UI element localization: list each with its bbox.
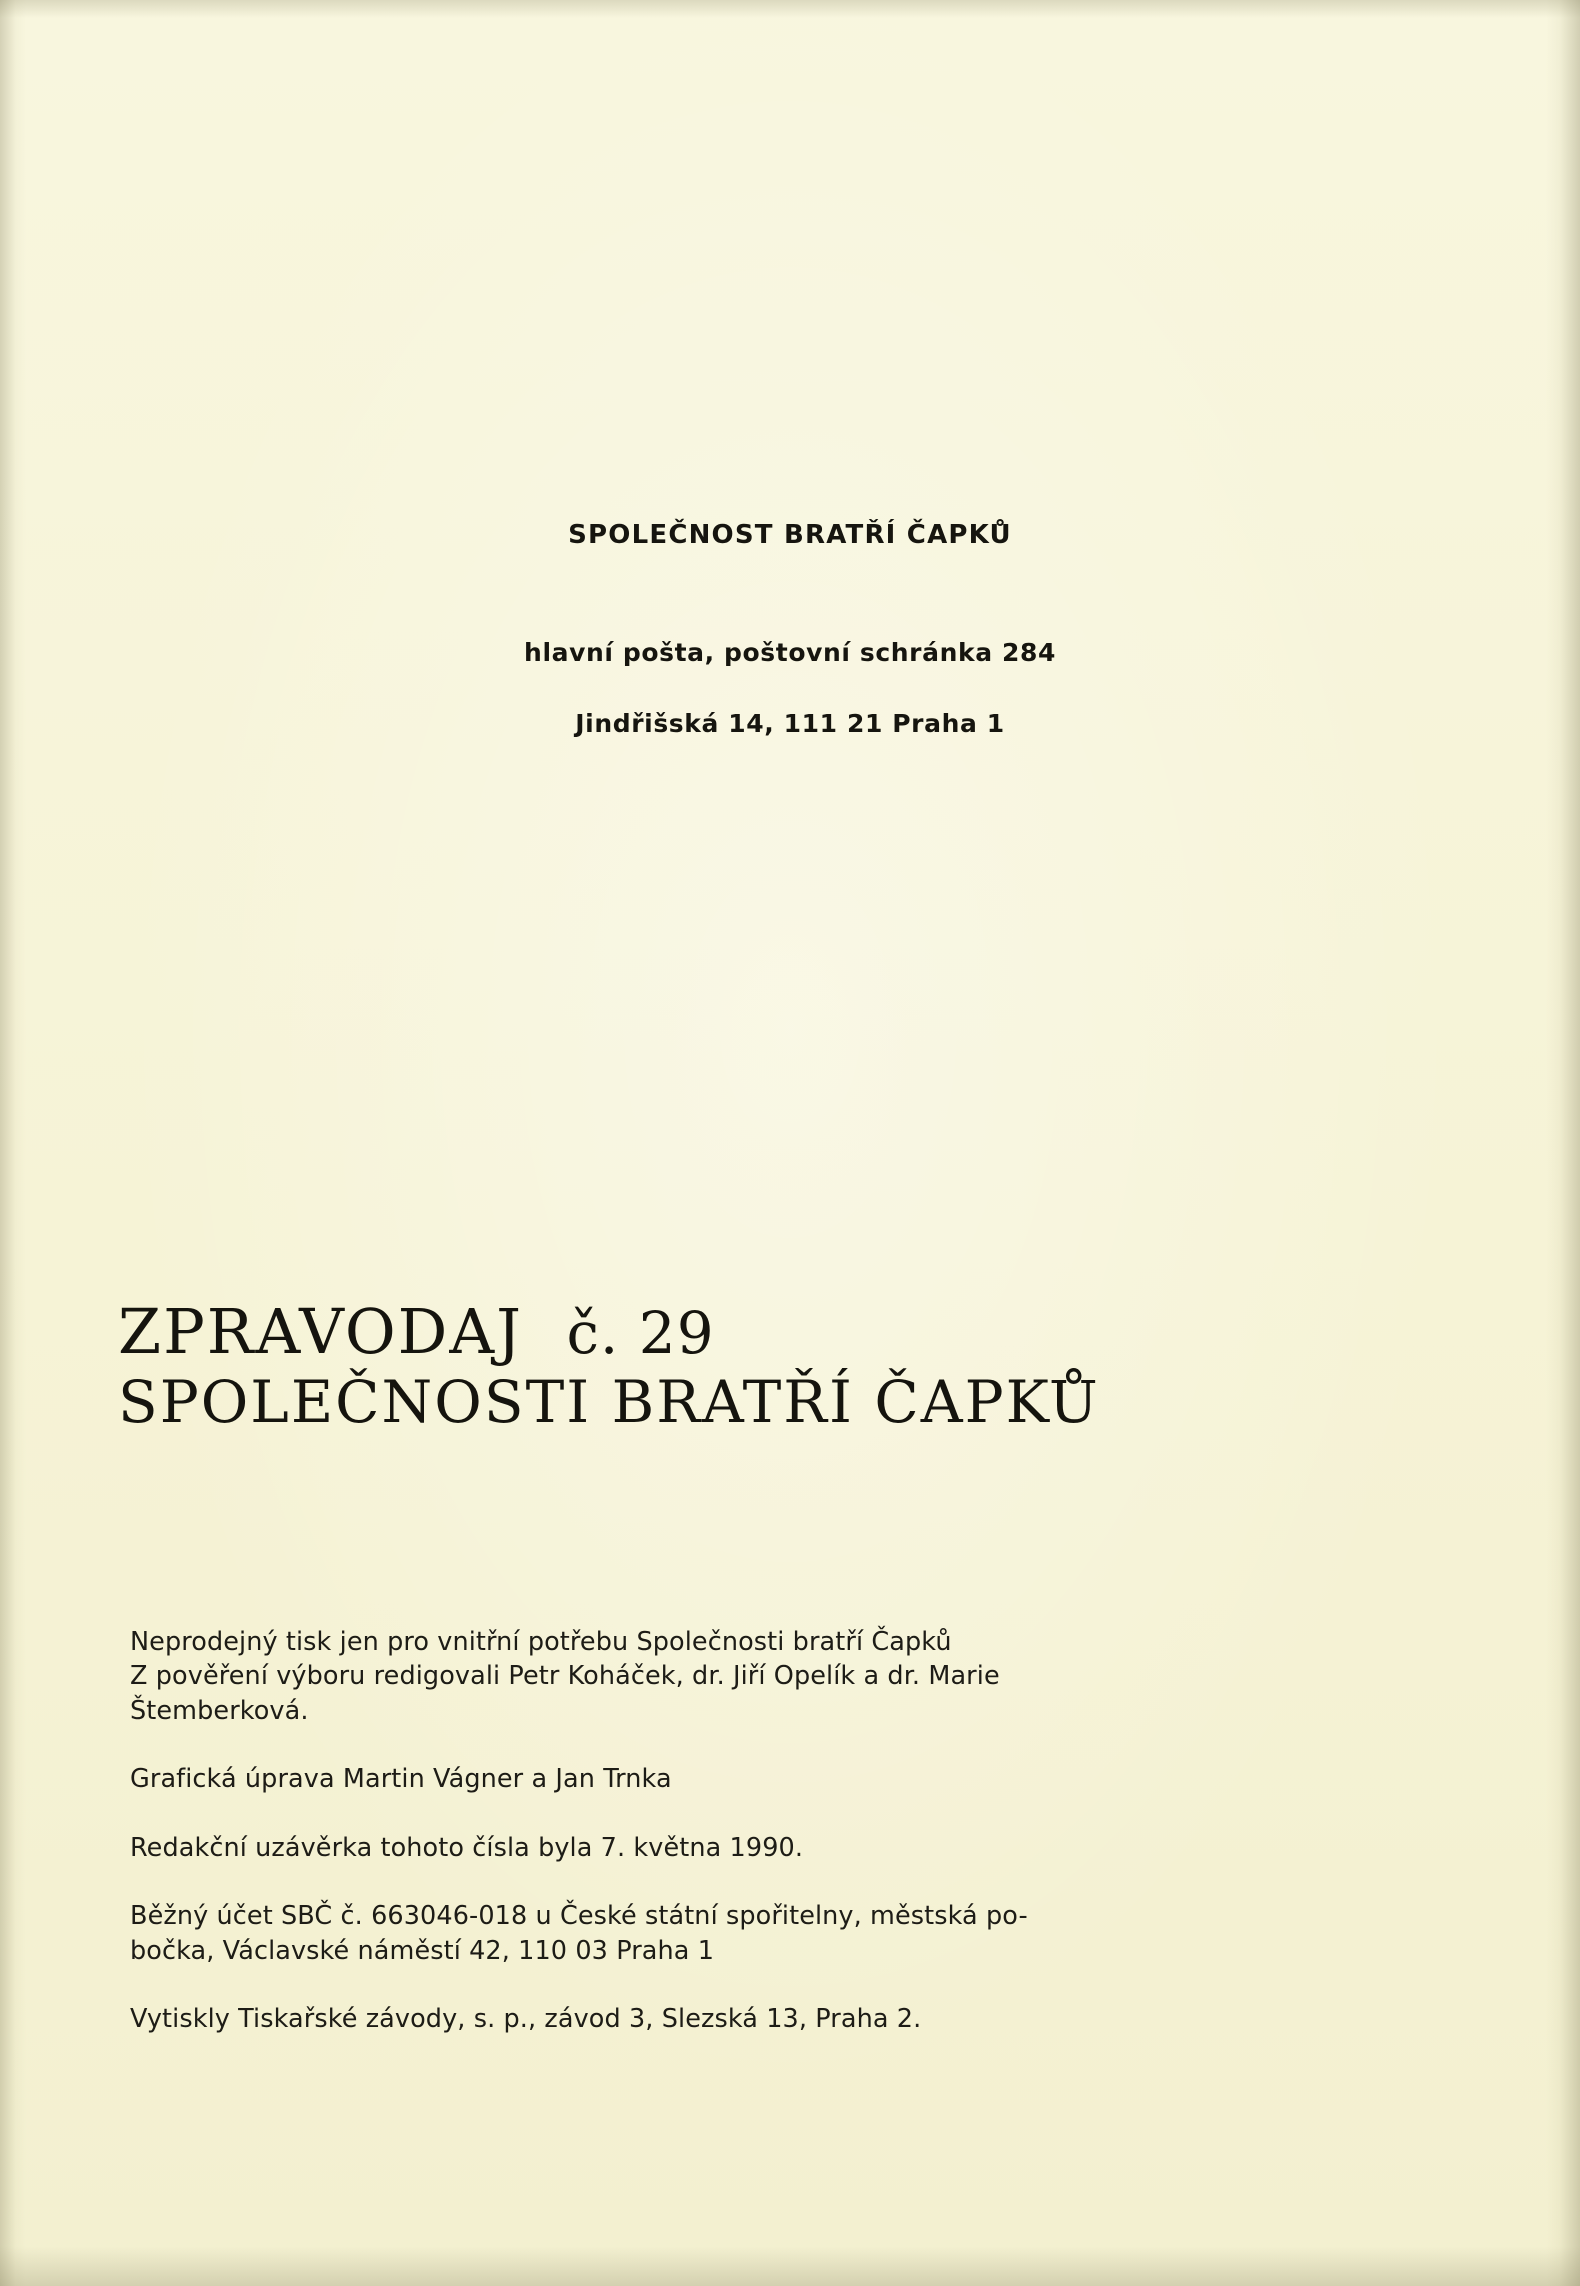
title-line-two: SPOLEČNOSTI BRATŘÍ ČAPKŮ: [118, 1368, 1100, 1437]
organization-name: SPOLEČNOST BRATŘÍ ČAPKŮ: [568, 520, 1012, 550]
bulletin-title: [118, 1295, 1458, 1437]
address-line-2: Jindřišská 14, 111 21 Praha 1: [575, 709, 1005, 738]
colophon-paragraph-editors: [130, 1625, 1490, 1728]
address-line-1: hlavní pošta, poštovní schránka 284: [524, 638, 1056, 667]
colophon-line: Z pověření výboru redigovali Petr Koháček, dr. Jiří Opelík a dr. Marie: [130, 1661, 1000, 1692]
title-issue-number: č. 29: [566, 1299, 715, 1367]
masthead: [0, 520, 1580, 738]
colophon: [130, 1625, 1490, 2070]
colophon-paragraph-printer: Vytiskly Tiskařské závody, s. p., závod 3, Slezská 13, Praha 2.: [130, 2003, 922, 2034]
colophon-line: Běžný účet SBČ č. 663046-018 u České státní spořitelny, městská po-: [130, 1901, 1028, 1932]
colophon-line: Štemberková.: [130, 1695, 309, 1726]
colophon-line: bočka, Václavské náměstí 42, 110 03 Praha 1: [130, 1935, 715, 1966]
colophon-paragraph-account: [130, 1899, 1490, 1968]
title-line-one: [118, 1295, 1458, 1368]
colophon-line: Neprodejný tisk jen pro vnitřní potřebu Společnosti bratří Čapků: [130, 1627, 952, 1657]
colophon-paragraph-design: Grafická úprava Martin Vágner a Jan Trnka: [130, 1764, 672, 1795]
title-main-word: ZPRAVODAJ: [118, 1295, 524, 1368]
colophon-paragraph-deadline: Redakční uzávěrka tohoto čísla byla 7. května 1990.: [130, 1832, 804, 1863]
